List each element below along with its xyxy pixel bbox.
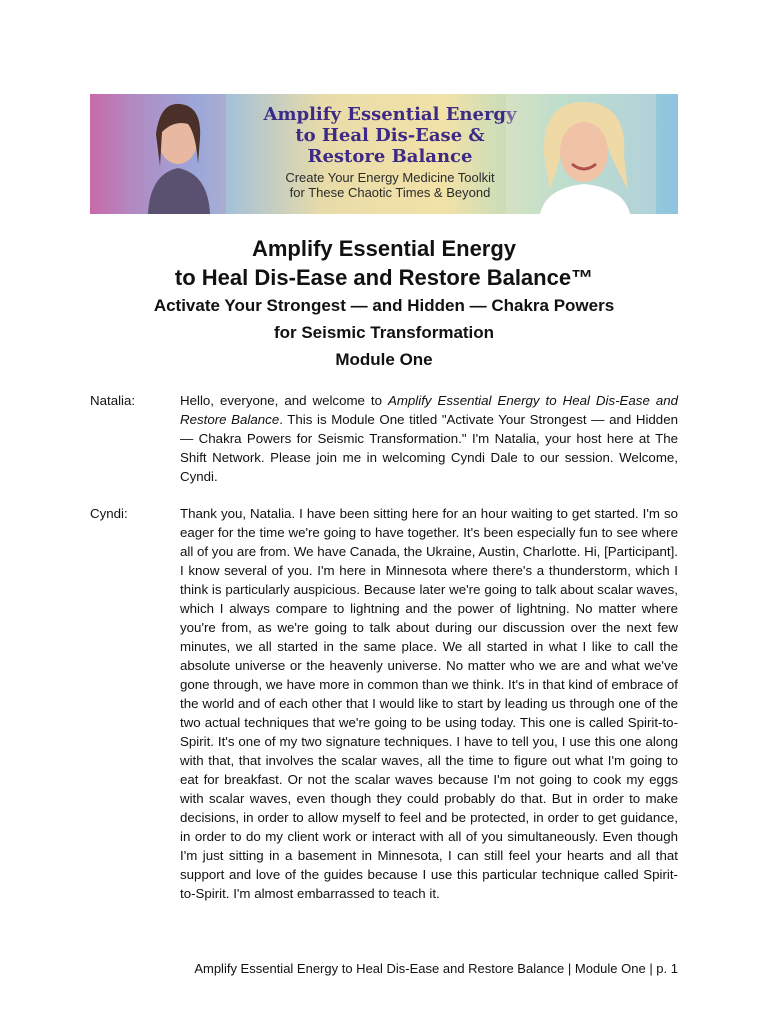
speech-text: Thank you, Natalia. I have been sitting here for an hour waiting to get started. I'm so eager for the time we're going to have together. It's been especially fun to see where all of you are from. We have Canada, the Ukraine, Austin, Charlotte. Hi, [Participant]. I know several of you. I'm here in Minnesota where there's a thunderstorm, which I think is particularly auspicious. Because later we're going to talk about scalar waves, which I always compare to lightning and the power of lightning. No matter where you're from, as we're going to talk about during our discussion over the next few minutes, we all started in the same place. We all started in what I like to call the absolute universe or the heavenly universe. No matter who we are and what we've gone through, we have more in common than we think. It's in that kind of embrace of the world and of each other that I would like to start by leading us through one of the two actual techniques that we're going to be using today. This one is called Spirit-to-Spirit. It's one of my two signature techniques. I have to tell you, I use this one along with that, that involves the scalar waves, all the time to figure out what I'm going to eat for breakfast. Or not the scalar waves because I'm not going to cook my eggs with scalar waves, even though they could probably do that. But in order to make decisions, in order to allow myself to feel and be protected, in order to get guidance, in order to do my client work or interact with all of you simultaneously. Even though I'm just sitting in a basement in Minnesota, I can still feel your hearts and all that support and love of the guides because I use this particular technique called Spirit-to-Spirit. I'm almost embarrassed to teach it. [180,506,678,901]
speaker-name: Natalia: [90,393,136,408]
course-title-line1: Amplify Essential Energy [251,236,517,261]
course-title-line2: to Heal Dis-Ease and Restore Balance™ [174,265,594,290]
document-title-block [0,234,768,373]
banner-text [240,104,540,200]
session-title-line2: for Seismic Transformation [273,323,495,342]
page-footer: Amplify Essential Energy to Heal Dis-Ease and Restore Balance | Module One | p. 1 [194,961,678,976]
module-label: Module One [335,350,433,369]
course-banner [90,94,678,214]
speech-text: Hello, everyone, and welcome to Amplify Essential Energy to Heal Dis-Ease and Restore Balance. This is Module One titled "Activate Your Strongest — and Hidden — Chakra Powers for Seismic Transformation." I'm Natalia, your host here at The Shift Network. Please join me in welcoming Cyndi Dale to our session. Welcome, Cyndi. [180,393,679,484]
session-title-line1: Activate Your Strongest — and Hidden — Chakra Powers [153,296,615,315]
speaker-name: Cyndi: [90,506,128,521]
banner-title: Amplify Essential Energy to Heal Dis-Ease & Restore Balance [263,104,517,167]
meditating-woman-image [126,94,226,214]
banner-subtitle: Create Your Energy Medicine Toolkit for These Chaotic Times & Beyond [285,170,495,200]
presenter-portrait-image [506,94,656,214]
